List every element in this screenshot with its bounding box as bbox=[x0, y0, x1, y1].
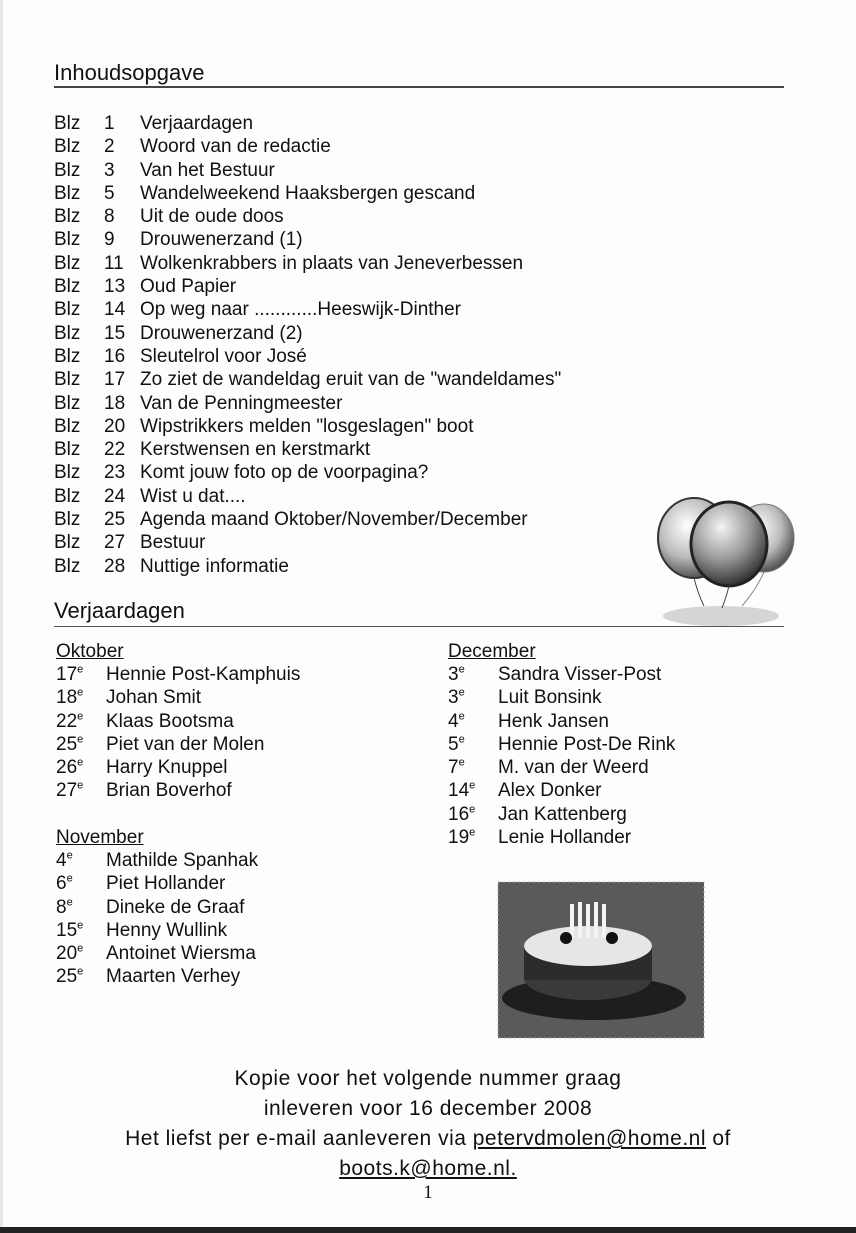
toc-page-number: 28 bbox=[104, 555, 126, 577]
toc-entry bbox=[54, 485, 561, 508]
birthday-day bbox=[56, 849, 106, 872]
day-number: 4 bbox=[448, 710, 459, 732]
toc-blz-label: Blz bbox=[54, 229, 81, 251]
toc-rule bbox=[54, 86, 784, 88]
day-number: 26 bbox=[56, 757, 78, 779]
birthday-entry bbox=[56, 849, 258, 872]
birthday-name: M. van der Weerd bbox=[498, 757, 649, 779]
toc-entry bbox=[54, 228, 561, 251]
birthday-entry bbox=[448, 826, 675, 849]
birthday-entry bbox=[448, 663, 675, 686]
day-number: 5 bbox=[448, 733, 459, 755]
birthday-day bbox=[56, 919, 106, 942]
day-suffix: e bbox=[66, 849, 73, 862]
birthday-entry bbox=[56, 896, 258, 919]
toc-page-number: 23 bbox=[104, 462, 126, 484]
page-bottom-edge bbox=[0, 1227, 856, 1233]
birthday-day bbox=[448, 663, 498, 686]
toc-page-number: 18 bbox=[104, 392, 126, 414]
birthdays-heading: Verjaardagen bbox=[54, 598, 185, 623]
toc-blz-label: Blz bbox=[54, 345, 81, 367]
toc-page-number: 5 bbox=[104, 182, 115, 204]
birthday-day bbox=[56, 942, 106, 965]
day-suffix: e bbox=[77, 663, 84, 676]
toc-page-number: 9 bbox=[104, 229, 115, 251]
birthday-entry bbox=[448, 803, 675, 826]
toc-page-number: 17 bbox=[104, 369, 126, 391]
birthday-name: Piet van der Molen bbox=[106, 733, 265, 755]
toc-title: Woord van de redactie bbox=[140, 136, 331, 158]
toc-title: Uit de oude doos bbox=[140, 206, 284, 228]
birthday-entry bbox=[448, 686, 675, 709]
birthday-entry bbox=[56, 733, 300, 756]
birthday-entry bbox=[448, 710, 675, 733]
toc-blz-label: Blz bbox=[54, 532, 81, 554]
toc-entry bbox=[54, 205, 561, 228]
toc-entry bbox=[54, 368, 561, 391]
birthday-day bbox=[448, 710, 498, 733]
toc-title: Van de Penningmeester bbox=[140, 392, 343, 414]
birthday-day bbox=[448, 756, 498, 779]
toc-title: Wipstrikkers melden "losgeslagen" boot bbox=[140, 415, 474, 437]
toc-blz-label: Blz bbox=[54, 136, 81, 158]
page-left-edge bbox=[0, 0, 3, 1233]
toc-page-number: 8 bbox=[104, 206, 115, 228]
toc-entry bbox=[54, 322, 561, 345]
birthday-day bbox=[56, 756, 106, 779]
page-number: 1 bbox=[423, 1182, 433, 1203]
birthday-entry bbox=[56, 919, 258, 942]
email-link-petervdmolen[interactable]: petervdmolen@home.nl bbox=[472, 1127, 707, 1150]
day-number: 6 bbox=[56, 873, 67, 895]
birthday-entry bbox=[56, 710, 300, 733]
toc-title: Verjaardagen bbox=[140, 113, 254, 134]
toc-blz-label: Blz bbox=[54, 509, 81, 531]
birthday-entry bbox=[448, 779, 675, 802]
toc-entry bbox=[54, 555, 561, 578]
toc-page-number: 22 bbox=[104, 439, 126, 461]
day-number: 7 bbox=[448, 757, 459, 779]
toc-heading: Inhoudsopgave bbox=[54, 60, 205, 85]
birthday-name: Henny Wullink bbox=[106, 919, 228, 941]
toc-title: Kerstwensen en kerstmarkt bbox=[140, 439, 371, 461]
toc-title: Van het Bestuur bbox=[140, 159, 275, 181]
toc-blz-label: Blz bbox=[54, 392, 81, 414]
birthday-name: Brian Boverhof bbox=[106, 780, 232, 802]
day-number: 14 bbox=[448, 780, 470, 802]
birthday-name: Mathilde Spanhak bbox=[106, 850, 259, 871]
toc-page-number: 16 bbox=[104, 345, 126, 367]
birthday-name: Alex Donker bbox=[498, 780, 602, 802]
toc-title: Zo ziet de wandeldag eruit van de "wandeldames" bbox=[140, 369, 562, 391]
day-suffix: e bbox=[77, 966, 84, 979]
toc-title: Op weg naar ............Heeswijk-Dinther bbox=[140, 299, 462, 321]
month-heading: November bbox=[56, 827, 144, 848]
toc-entry bbox=[54, 461, 561, 484]
birthday-name: Hennie Post-Kamphuis bbox=[106, 664, 301, 685]
day-suffix: e bbox=[77, 733, 84, 746]
day-suffix: e bbox=[458, 756, 465, 769]
toc-title: Wist u dat.... bbox=[140, 485, 246, 507]
toc-page-number: 11 bbox=[104, 252, 124, 274]
toc-blz-label: Blz bbox=[54, 415, 81, 437]
day-number: 27 bbox=[56, 780, 78, 802]
birthday-name: Maarten Verhey bbox=[106, 966, 241, 988]
day-suffix: e bbox=[458, 686, 465, 699]
toc-blz-label: Blz bbox=[54, 276, 81, 298]
toc-title: Wolkenkrabbers in plaats van Jeneverbessen bbox=[140, 252, 524, 274]
birthday-name: Luit Bonsink bbox=[498, 687, 602, 709]
toc-blz-label: Blz bbox=[54, 485, 81, 507]
birthday-day bbox=[56, 896, 106, 919]
month-heading: December bbox=[448, 641, 536, 662]
birthday-name: Dineke de Graaf bbox=[106, 896, 245, 918]
toc-entry bbox=[54, 135, 561, 158]
email-link-boots[interactable]: boots.k@home.nl. bbox=[339, 1157, 517, 1180]
day-number: 17 bbox=[56, 664, 78, 685]
toc-entry bbox=[54, 182, 561, 205]
toc-blz-label: Blz bbox=[54, 299, 81, 321]
day-number: 4 bbox=[56, 850, 67, 871]
toc-title: Bestuur bbox=[140, 532, 206, 554]
balloons-icon bbox=[646, 494, 796, 632]
day-suffix: e bbox=[77, 756, 84, 769]
day-number: 18 bbox=[56, 687, 78, 709]
day-suffix: e bbox=[458, 710, 465, 723]
toc-entry bbox=[54, 252, 561, 275]
table-of-contents bbox=[54, 112, 561, 578]
day-number: 20 bbox=[56, 943, 78, 965]
birthday-entry bbox=[56, 872, 258, 895]
month-december bbox=[448, 640, 675, 849]
birthday-day bbox=[56, 733, 106, 756]
toc-title: Sleutelrol voor José bbox=[140, 345, 307, 367]
notice-line-3-suffix: of bbox=[706, 1127, 731, 1150]
notice-line-3 bbox=[0, 1124, 856, 1154]
birthday-name: Lenie Hollander bbox=[498, 827, 632, 849]
birthday-name: Sandra Visser-Post bbox=[498, 664, 662, 685]
birthday-entry bbox=[56, 756, 300, 779]
toc-page-number: 27 bbox=[104, 532, 126, 554]
toc-title: Komt jouw foto op de voorpagina? bbox=[140, 462, 429, 484]
birthday-entry bbox=[448, 756, 675, 779]
birthday-day bbox=[448, 826, 498, 849]
day-suffix: e bbox=[66, 896, 73, 909]
day-suffix: e bbox=[77, 780, 84, 793]
birthday-name: Piet Hollander bbox=[106, 873, 226, 895]
toc-page-number: 1 bbox=[104, 113, 115, 134]
toc-page-number: 3 bbox=[104, 159, 115, 181]
month-heading: Oktober bbox=[56, 641, 124, 662]
day-suffix: e bbox=[458, 663, 465, 676]
toc-page-number: 15 bbox=[104, 322, 126, 344]
toc-entry bbox=[54, 159, 561, 182]
day-number: 3 bbox=[448, 664, 459, 685]
toc-page-number: 20 bbox=[104, 415, 126, 437]
birthday-day bbox=[448, 779, 498, 802]
birthday-entry bbox=[56, 686, 300, 709]
toc-entry bbox=[54, 415, 561, 438]
day-number: 16 bbox=[448, 803, 470, 825]
toc-entry bbox=[54, 531, 561, 554]
birthday-day bbox=[448, 803, 498, 826]
birthday-name: Johan Smit bbox=[106, 687, 202, 709]
toc-entry bbox=[54, 438, 561, 461]
day-number: 15 bbox=[56, 919, 78, 941]
day-number: 8 bbox=[56, 896, 67, 918]
birthday-entry bbox=[56, 663, 300, 686]
day-suffix: e bbox=[77, 686, 84, 699]
birthday-day bbox=[448, 733, 498, 756]
day-suffix: e bbox=[458, 733, 465, 746]
toc-blz-label: Blz bbox=[54, 206, 81, 228]
toc-blz-label: Blz bbox=[54, 439, 81, 461]
toc-entry bbox=[54, 508, 561, 531]
day-number: 25 bbox=[56, 733, 78, 755]
toc-title: Drouwenerzand (1) bbox=[140, 229, 303, 251]
submission-notice bbox=[0, 1064, 856, 1184]
day-suffix: e bbox=[77, 919, 84, 932]
birthday-day bbox=[56, 965, 106, 988]
day-suffix: e bbox=[77, 710, 84, 723]
toc-title: Drouwenerzand (2) bbox=[140, 322, 303, 344]
toc-title: Nuttige informatie bbox=[140, 555, 289, 577]
toc-title: Agenda maand Oktober/November/December bbox=[140, 509, 528, 531]
month-november bbox=[56, 826, 258, 989]
birthday-entry bbox=[56, 779, 300, 802]
notice-line-1: Kopie voor het volgende nummer graag bbox=[234, 1067, 622, 1090]
birthday-entry bbox=[448, 733, 675, 756]
toc-blz-label: Blz bbox=[54, 182, 81, 204]
birthday-cake-photo bbox=[484, 876, 716, 1044]
day-suffix: e bbox=[469, 780, 476, 793]
day-suffix: e bbox=[77, 942, 84, 955]
birthday-name: Hennie Post-De Rink bbox=[498, 733, 676, 755]
toc-blz-label: Blz bbox=[54, 252, 81, 274]
toc-page-number: 13 bbox=[104, 276, 126, 298]
toc-entry bbox=[54, 392, 561, 415]
birthday-entry bbox=[56, 942, 258, 965]
toc-blz-label: Blz bbox=[54, 113, 81, 134]
toc-title: Oud Papier bbox=[140, 276, 237, 298]
toc-entry bbox=[54, 345, 561, 368]
birthday-day bbox=[56, 779, 106, 802]
day-suffix: e bbox=[469, 803, 476, 816]
day-number: 22 bbox=[56, 710, 78, 732]
birthday-day bbox=[56, 872, 106, 895]
toc-blz-label: Blz bbox=[54, 159, 81, 181]
toc-blz-label: Blz bbox=[54, 462, 81, 484]
toc-page-number: 14 bbox=[104, 299, 126, 321]
toc-page-number: 24 bbox=[104, 485, 126, 507]
day-number: 3 bbox=[448, 687, 459, 709]
birthday-name: Henk Jansen bbox=[498, 710, 609, 732]
birthday-name: Antoinet Wiersma bbox=[106, 943, 256, 965]
birthday-day bbox=[448, 686, 498, 709]
notice-line-2: inleveren voor 16 december 2008 bbox=[263, 1097, 593, 1120]
day-suffix: e bbox=[469, 826, 476, 839]
birthday-day bbox=[56, 686, 106, 709]
toc-title: Wandelweekend Haaksbergen gescand bbox=[140, 182, 476, 204]
birthday-entry bbox=[56, 965, 258, 988]
birthday-name: Harry Knuppel bbox=[106, 757, 228, 779]
toc-page-number: 25 bbox=[104, 509, 126, 531]
toc-page-number: 2 bbox=[104, 136, 115, 158]
day-suffix: e bbox=[66, 872, 73, 885]
day-number: 25 bbox=[56, 966, 78, 988]
notice-line-3-prefix: Het liefst per e-mail aanleveren via bbox=[125, 1127, 473, 1150]
toc-entry bbox=[54, 298, 561, 321]
birthday-name: Jan Kattenberg bbox=[498, 803, 627, 825]
toc-blz-label: Blz bbox=[54, 555, 81, 577]
birthday-day bbox=[56, 710, 106, 733]
month-oktober bbox=[56, 640, 300, 803]
toc-entry bbox=[54, 275, 561, 298]
toc-entry bbox=[54, 112, 561, 135]
toc-blz-label: Blz bbox=[54, 322, 81, 344]
day-number: 19 bbox=[448, 827, 470, 849]
birthday-day bbox=[56, 663, 106, 686]
birthday-name: Klaas Bootsma bbox=[106, 710, 234, 732]
toc-blz-label: Blz bbox=[54, 369, 81, 391]
